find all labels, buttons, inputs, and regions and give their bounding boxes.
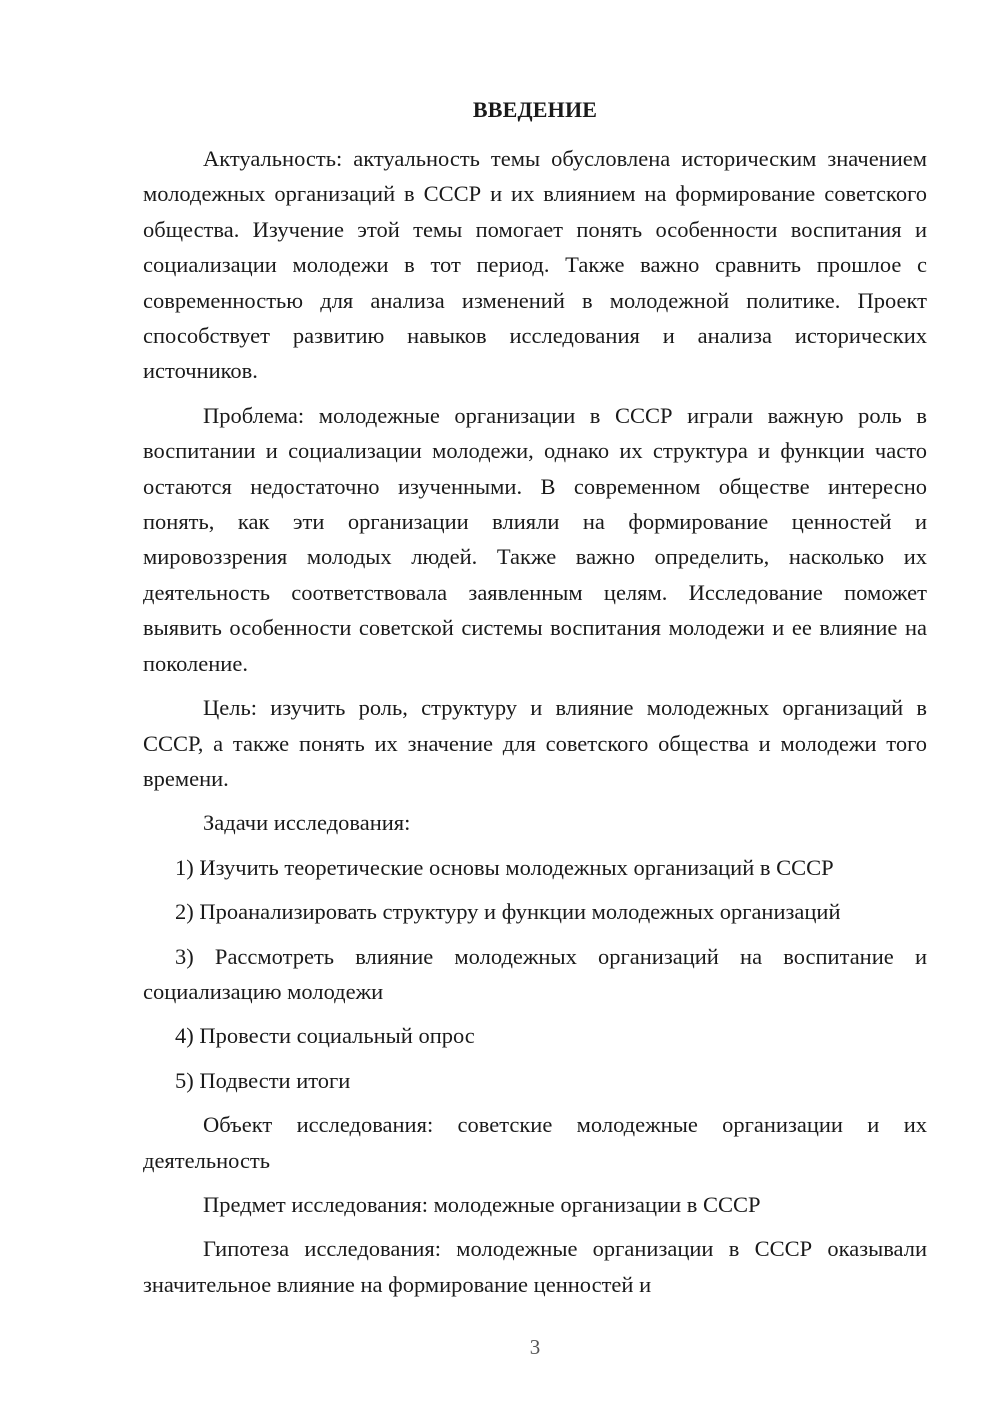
task-item-2: 2) Проанализировать структуру и функции молодежных организаций bbox=[175, 899, 841, 925]
page-number: 3 bbox=[529, 1335, 541, 1359]
problem-paragraph: Проблема: молодежные организации в СССР играли важную роль в воспитании и социализации молодежи, однако их структура и функции часто остаются недостаточно изученными. В современном обществе интересно понять, как эти организации влияли на формирование ценностей и мировоззрения молодых людей. Также важно определить, насколько их деятельность соответствовала заявленным целям. Исследование поможет выявить особенности советской системы воспитания молодежи и ее влияние на поколение. bbox=[143, 402, 927, 676]
task-item-4: 4) Провести социальный опрос bbox=[175, 1023, 475, 1049]
goal-paragraph: Цель: изучить роль, структуру и влияние молодежных организаций в СССР, а также понять их значение для советского общества и молодежи того времени. bbox=[143, 695, 927, 791]
hypothesis-paragraph: Гипотеза исследования: молодежные организации в СССР оказывали значительное влияние на формирование ценностей и bbox=[143, 1236, 927, 1297]
research-object-paragraph: Объект исследования: советские молодежные организации и их деятельность bbox=[143, 1112, 927, 1173]
task-item-5: 5) Подвести итоги bbox=[175, 1067, 351, 1093]
task-item-3: 3) Рассмотреть влияние молодежных организаций на воспитание и социализацию молодежи bbox=[143, 943, 927, 1004]
section-title: ВВЕДЕНИЕ bbox=[472, 97, 598, 122]
relevance-paragraph: Актуальность: актуальность темы обусловлена историческим значением молодежных организаций в СССР и их влиянием на формирование советского общества. Изучение этой темы помогает понять особенности воспитания и социализации молодежи в тот период. Также важно сравнить прошлое с современностью для анализа изменений в молодежной политике. Проект способствует развитию навыков исследования и анализа исторических источников. bbox=[143, 146, 927, 384]
task-item-1: 1) Изучить теоретические основы молодежных организаций в СССР bbox=[175, 854, 834, 880]
page-content bbox=[143, 92, 927, 1311]
research-subject-paragraph: Предмет исследования: молодежные организации в СССР bbox=[203, 1191, 761, 1217]
tasks-heading: Задачи исследования: bbox=[203, 810, 411, 836]
